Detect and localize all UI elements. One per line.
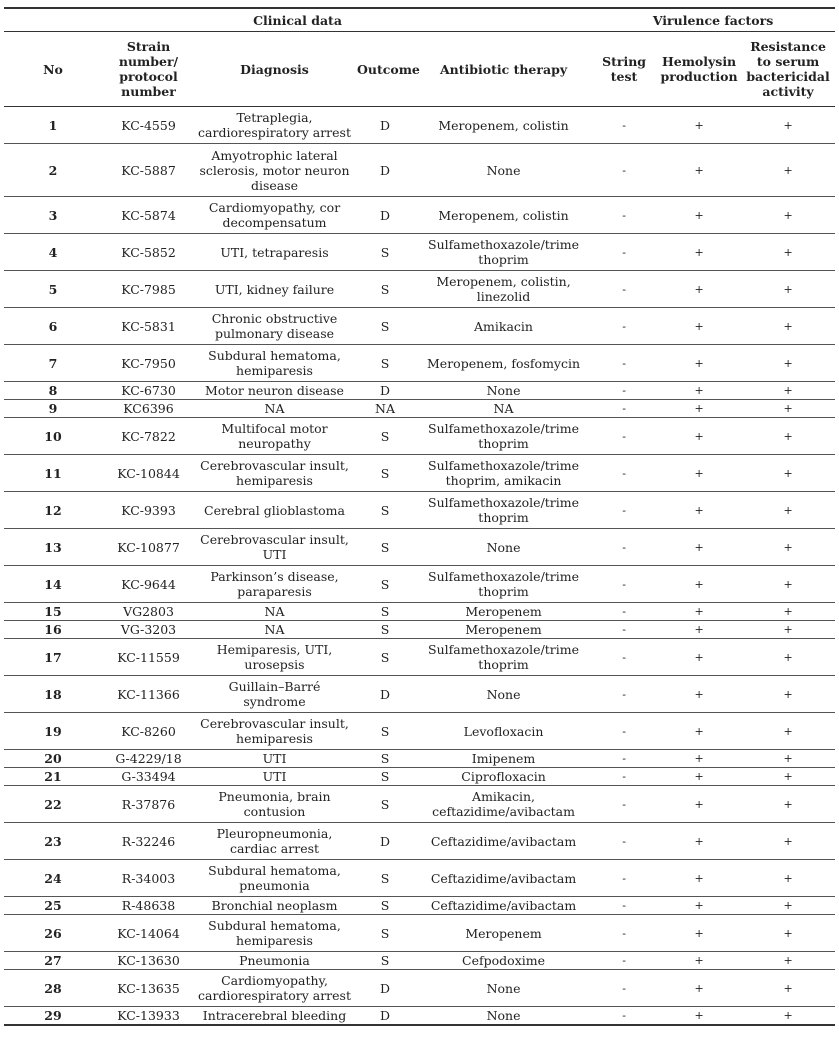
cell-no: 25 — [4, 897, 102, 915]
cell-strain: KC-5887 — [102, 144, 195, 197]
cell-no: 22 — [4, 786, 102, 823]
table-row — [4, 860, 835, 897]
cell-diagnosis: Cardiomyopathy, cor decompensatum — [195, 197, 354, 234]
cell-string-test: - — [591, 418, 657, 455]
cell-no: 12 — [4, 492, 102, 529]
cell-strain: KC-8260 — [102, 713, 195, 750]
col-header-hemolysin: Hemolysin production — [657, 32, 741, 107]
cell-resistance: + — [741, 603, 835, 621]
cell-strain: G-33494 — [102, 768, 195, 786]
cell-strain: R-48638 — [102, 897, 195, 915]
cell-hemolysin: + — [657, 566, 741, 603]
cell-antibiotic: Meropenem, colistin — [416, 197, 591, 234]
cell-hemolysin: + — [657, 400, 741, 418]
cell-no: 20 — [4, 750, 102, 768]
cell-strain: KC-7822 — [102, 418, 195, 455]
cell-diagnosis: Cerebrovascular insult, hemiparesis — [195, 455, 354, 492]
table-row — [4, 455, 835, 492]
cell-hemolysin: + — [657, 676, 741, 713]
cell-string-test: - — [591, 308, 657, 345]
cell-string-test: - — [591, 529, 657, 566]
cell-hemolysin: + — [657, 639, 741, 676]
table-row — [4, 234, 835, 271]
cell-strain: KC-5831 — [102, 308, 195, 345]
cell-diagnosis: Cerebral glioblastoma — [195, 492, 354, 529]
cell-string-test: - — [591, 639, 657, 676]
cell-antibiotic: Ceftazidime/avibactam — [416, 897, 591, 915]
cell-resistance: + — [741, 915, 835, 952]
cell-string-test: - — [591, 271, 657, 308]
cell-strain: KC-6730 — [102, 382, 195, 400]
cell-strain: KC-10844 — [102, 455, 195, 492]
cell-antibiotic: None — [416, 970, 591, 1007]
cell-no: 8 — [4, 382, 102, 400]
cell-antibiotic: None — [416, 1007, 591, 1025]
col-header-resistance: Resistance to serum bactericidal activity — [741, 32, 835, 107]
cell-diagnosis: Tetraplegia, cardiorespiratory arrest — [195, 107, 354, 144]
cell-string-test: - — [591, 786, 657, 823]
cell-string-test: - — [591, 345, 657, 382]
cell-outcome: S — [354, 750, 416, 768]
table-row — [4, 529, 835, 566]
cell-hemolysin: + — [657, 455, 741, 492]
cell-antibiotic: Cefpodoxime — [416, 952, 591, 970]
cell-hemolysin: + — [657, 786, 741, 823]
cell-no: 13 — [4, 529, 102, 566]
cell-resistance: + — [741, 952, 835, 970]
cell-resistance: + — [741, 197, 835, 234]
cell-diagnosis: Subdural hematoma, hemiparesis — [195, 915, 354, 952]
cell-string-test: - — [591, 492, 657, 529]
cell-antibiotic: Imipenem — [416, 750, 591, 768]
cell-strain: R-32246 — [102, 823, 195, 860]
cell-strain: KC-13630 — [102, 952, 195, 970]
cell-no: 26 — [4, 915, 102, 952]
cell-no: 28 — [4, 970, 102, 1007]
table-row — [4, 271, 835, 308]
cell-antibiotic: None — [416, 529, 591, 566]
cell-diagnosis: Guillain–Barré syndrome — [195, 676, 354, 713]
cell-antibiotic: Sulfamethoxazole/trime thoprim, amikacin — [416, 455, 591, 492]
cell-outcome: D — [354, 1007, 416, 1025]
cell-resistance: + — [741, 455, 835, 492]
cell-string-test: - — [591, 234, 657, 271]
cell-diagnosis: Bronchial neoplasm — [195, 897, 354, 915]
cell-outcome: S — [354, 234, 416, 271]
col-header-outcome: Outcome — [354, 32, 416, 107]
table-row — [4, 915, 835, 952]
table-row — [4, 197, 835, 234]
cell-string-test: - — [591, 823, 657, 860]
cell-antibiotic: Sulfamethoxazole/trime thoprim — [416, 566, 591, 603]
cell-antibiotic: Ceftazidime/avibactam — [416, 823, 591, 860]
cell-hemolysin: + — [657, 308, 741, 345]
cell-antibiotic: Levofloxacin — [416, 713, 591, 750]
cell-diagnosis: NA — [195, 400, 354, 418]
cell-antibiotic: Meropenem, colistin — [416, 107, 591, 144]
cell-no: 14 — [4, 566, 102, 603]
cell-no: 5 — [4, 271, 102, 308]
cell-string-test: - — [591, 455, 657, 492]
cell-diagnosis: Parkinson’s disease, paraparesis — [195, 566, 354, 603]
col-header-string-test: String test — [591, 32, 657, 107]
table-row — [4, 786, 835, 823]
cell-antibiotic: Amikacin, ceftazidime/avibactam — [416, 786, 591, 823]
cell-antibiotic: None — [416, 144, 591, 197]
cell-hemolysin: + — [657, 144, 741, 197]
cell-antibiotic: Sulfamethoxazole/trime thoprim — [416, 639, 591, 676]
cell-antibiotic: Meropenem, colistin, linezolid — [416, 271, 591, 308]
cell-diagnosis: NA — [195, 621, 354, 639]
table-row — [4, 1007, 835, 1025]
cell-hemolysin: + — [657, 860, 741, 897]
cell-string-test: - — [591, 768, 657, 786]
cell-resistance: + — [741, 529, 835, 566]
cell-outcome: S — [354, 897, 416, 915]
cell-strain: KC-13635 — [102, 970, 195, 1007]
cell-antibiotic: Sulfamethoxazole/trime thoprim — [416, 234, 591, 271]
cell-diagnosis: Intracerebral bleeding — [195, 1007, 354, 1025]
table-row — [4, 492, 835, 529]
cell-diagnosis: Amyotrophic lateral sclerosis, motor neuron disease — [195, 144, 354, 197]
cell-diagnosis: Cardiomyopathy, cardiorespiratory arrest — [195, 970, 354, 1007]
table-row — [4, 603, 835, 621]
cell-diagnosis: Motor neuron disease — [195, 382, 354, 400]
cell-no: 3 — [4, 197, 102, 234]
cell-resistance: + — [741, 621, 835, 639]
cell-no: 16 — [4, 621, 102, 639]
cell-antibiotic: None — [416, 676, 591, 713]
table-row — [4, 566, 835, 603]
cell-strain: KC-14064 — [102, 915, 195, 952]
table-row — [4, 897, 835, 915]
cell-hemolysin: + — [657, 952, 741, 970]
cell-resistance: + — [741, 566, 835, 603]
cell-diagnosis: UTI — [195, 750, 354, 768]
cell-string-test: - — [591, 676, 657, 713]
table-row — [4, 400, 835, 418]
table-row — [4, 308, 835, 345]
cell-antibiotic: None — [416, 382, 591, 400]
cell-outcome: S — [354, 768, 416, 786]
table-row — [4, 676, 835, 713]
cell-hemolysin: + — [657, 271, 741, 308]
cell-strain: VG2803 — [102, 603, 195, 621]
cell-no: 1 — [4, 107, 102, 144]
cell-resistance: + — [741, 860, 835, 897]
cell-strain: G-4229/18 — [102, 750, 195, 768]
col-header-strain: Strain number/ protocol number — [102, 32, 195, 107]
table-row — [4, 768, 835, 786]
cell-no: 15 — [4, 603, 102, 621]
table-row — [4, 823, 835, 860]
cell-resistance: + — [741, 970, 835, 1007]
table-row — [4, 621, 835, 639]
cell-resistance: + — [741, 823, 835, 860]
cell-diagnosis: Pleuropneumonia, cardiac arrest — [195, 823, 354, 860]
cell-diagnosis: Pneumonia, brain contusion — [195, 786, 354, 823]
cell-strain: KC6396 — [102, 400, 195, 418]
cell-hemolysin: + — [657, 603, 741, 621]
cell-strain: KC-13933 — [102, 1007, 195, 1025]
cell-string-test: - — [591, 107, 657, 144]
cell-string-test: - — [591, 144, 657, 197]
cell-strain: KC-9644 — [102, 566, 195, 603]
cell-diagnosis: Hemiparesis, UTI, urosepsis — [195, 639, 354, 676]
cell-diagnosis: UTI, tetraparesis — [195, 234, 354, 271]
cell-resistance: + — [741, 676, 835, 713]
cell-outcome: S — [354, 786, 416, 823]
cell-hemolysin: + — [657, 823, 741, 860]
cell-no: 24 — [4, 860, 102, 897]
cell-outcome: S — [354, 455, 416, 492]
cell-diagnosis: UTI, kidney failure — [195, 271, 354, 308]
cell-diagnosis: Subdural hematoma, pneumonia — [195, 860, 354, 897]
col-header-diagnosis: Diagnosis — [195, 32, 354, 107]
cell-string-test: - — [591, 897, 657, 915]
cell-string-test: - — [591, 915, 657, 952]
cell-resistance: + — [741, 271, 835, 308]
cell-resistance: + — [741, 234, 835, 271]
cell-strain: KC-7985 — [102, 271, 195, 308]
cell-resistance: + — [741, 418, 835, 455]
cell-diagnosis: Chronic obstructive pulmonary disease — [195, 308, 354, 345]
cell-antibiotic: Sulfamethoxazole/trime thoprim — [416, 492, 591, 529]
cell-antibiotic: Amikacin — [416, 308, 591, 345]
cell-antibiotic: NA — [416, 400, 591, 418]
cell-string-test: - — [591, 197, 657, 234]
table-row — [4, 713, 835, 750]
cell-strain: KC-4559 — [102, 107, 195, 144]
cell-resistance: + — [741, 345, 835, 382]
strain-table — [4, 7, 835, 1026]
cell-resistance: + — [741, 1007, 835, 1025]
virulence-factors-group-header: Virulence factors — [591, 8, 835, 32]
cell-hemolysin: + — [657, 418, 741, 455]
cell-antibiotic: Meropenem — [416, 603, 591, 621]
cell-hemolysin: + — [657, 621, 741, 639]
cell-outcome: D — [354, 197, 416, 234]
table-row — [4, 345, 835, 382]
cell-string-test: - — [591, 400, 657, 418]
cell-outcome: S — [354, 639, 416, 676]
table-row — [4, 750, 835, 768]
cell-outcome: S — [354, 915, 416, 952]
cell-hemolysin: + — [657, 915, 741, 952]
cell-string-test: - — [591, 860, 657, 897]
cell-outcome: S — [354, 603, 416, 621]
cell-outcome: D — [354, 144, 416, 197]
cell-outcome: D — [354, 970, 416, 1007]
cell-strain: KC-9393 — [102, 492, 195, 529]
cell-hemolysin: + — [657, 768, 741, 786]
cell-string-test: - — [591, 382, 657, 400]
cell-resistance: + — [741, 144, 835, 197]
cell-hemolysin: + — [657, 197, 741, 234]
cell-string-test: - — [591, 970, 657, 1007]
cell-outcome: S — [354, 566, 416, 603]
cell-outcome: NA — [354, 400, 416, 418]
cell-outcome: S — [354, 271, 416, 308]
table-row — [4, 144, 835, 197]
cell-strain: KC-11366 — [102, 676, 195, 713]
cell-hemolysin: + — [657, 345, 741, 382]
cell-diagnosis: Pneumonia — [195, 952, 354, 970]
cell-strain: KC-11559 — [102, 639, 195, 676]
cell-no: 21 — [4, 768, 102, 786]
cell-outcome: S — [354, 492, 416, 529]
cell-outcome: S — [354, 345, 416, 382]
cell-outcome: S — [354, 952, 416, 970]
cell-no: 23 — [4, 823, 102, 860]
cell-hemolysin: + — [657, 897, 741, 915]
cell-hemolysin: + — [657, 492, 741, 529]
cell-resistance: + — [741, 768, 835, 786]
cell-antibiotic: Meropenem — [416, 915, 591, 952]
cell-strain: KC-7950 — [102, 345, 195, 382]
cell-resistance: + — [741, 639, 835, 676]
cell-no: 19 — [4, 713, 102, 750]
table-row — [4, 970, 835, 1007]
cell-resistance: + — [741, 107, 835, 144]
cell-outcome: S — [354, 418, 416, 455]
cell-diagnosis: UTI — [195, 768, 354, 786]
cell-outcome: S — [354, 308, 416, 345]
cell-string-test: - — [591, 952, 657, 970]
cell-strain: R-37876 — [102, 786, 195, 823]
clinical-data-group-header: Clinical data — [4, 8, 591, 32]
cell-outcome: D — [354, 676, 416, 713]
col-header-no: No — [4, 32, 102, 107]
cell-strain: KC-10877 — [102, 529, 195, 566]
table-header — [4, 8, 835, 107]
cell-resistance: + — [741, 713, 835, 750]
cell-string-test: - — [591, 713, 657, 750]
cell-no: 2 — [4, 144, 102, 197]
cell-strain: VG-3203 — [102, 621, 195, 639]
cell-diagnosis: NA — [195, 603, 354, 621]
cell-antibiotic: Sulfamethoxazole/trime thoprim — [416, 418, 591, 455]
cell-diagnosis: Cerebrovascular insult, hemiparesis — [195, 713, 354, 750]
cell-string-test: - — [591, 621, 657, 639]
cell-hemolysin: + — [657, 713, 741, 750]
cell-hemolysin: + — [657, 234, 741, 271]
cell-antibiotic: Ceftazidime/avibactam — [416, 860, 591, 897]
cell-strain: KC-5852 — [102, 234, 195, 271]
table-row — [4, 382, 835, 400]
cell-diagnosis: Multifocal motor neuropathy — [195, 418, 354, 455]
table-row — [4, 952, 835, 970]
cell-outcome: S — [354, 621, 416, 639]
cell-no: 29 — [4, 1007, 102, 1025]
cell-resistance: + — [741, 897, 835, 915]
cell-strain: KC-5874 — [102, 197, 195, 234]
cell-string-test: - — [591, 603, 657, 621]
cell-outcome: D — [354, 382, 416, 400]
cell-resistance: + — [741, 492, 835, 529]
table-row — [4, 639, 835, 676]
cell-no: 11 — [4, 455, 102, 492]
cell-no: 6 — [4, 308, 102, 345]
cell-hemolysin: + — [657, 1007, 741, 1025]
cell-outcome: S — [354, 713, 416, 750]
cell-hemolysin: + — [657, 382, 741, 400]
table-body — [4, 107, 835, 1025]
cell-no: 18 — [4, 676, 102, 713]
cell-outcome: D — [354, 823, 416, 860]
cell-outcome: S — [354, 529, 416, 566]
cell-hemolysin: + — [657, 529, 741, 566]
cell-resistance: + — [741, 750, 835, 768]
cell-hemolysin: + — [657, 970, 741, 1007]
cell-no: 17 — [4, 639, 102, 676]
cell-strain: R-34003 — [102, 860, 195, 897]
cell-hemolysin: + — [657, 750, 741, 768]
cell-resistance: + — [741, 786, 835, 823]
table-row — [4, 107, 835, 144]
table-row — [4, 418, 835, 455]
cell-resistance: + — [741, 400, 835, 418]
col-header-antibiotic: Antibiotic therapy — [416, 32, 591, 107]
cell-no: 7 — [4, 345, 102, 382]
cell-string-test: - — [591, 566, 657, 603]
cell-resistance: + — [741, 308, 835, 345]
cell-no: 4 — [4, 234, 102, 271]
cell-diagnosis: Cerebrovascular insult, UTI — [195, 529, 354, 566]
cell-antibiotic: Ciprofloxacin — [416, 768, 591, 786]
cell-antibiotic: Meropenem — [416, 621, 591, 639]
cell-antibiotic: Meropenem, fosfomycin — [416, 345, 591, 382]
cell-no: 10 — [4, 418, 102, 455]
cell-hemolysin: + — [657, 107, 741, 144]
cell-outcome: D — [354, 107, 416, 144]
cell-no: 9 — [4, 400, 102, 418]
cell-outcome: S — [354, 860, 416, 897]
cell-no: 27 — [4, 952, 102, 970]
cell-resistance: + — [741, 382, 835, 400]
cell-diagnosis: Subdural hematoma, hemiparesis — [195, 345, 354, 382]
cell-string-test: - — [591, 750, 657, 768]
cell-string-test: - — [591, 1007, 657, 1025]
